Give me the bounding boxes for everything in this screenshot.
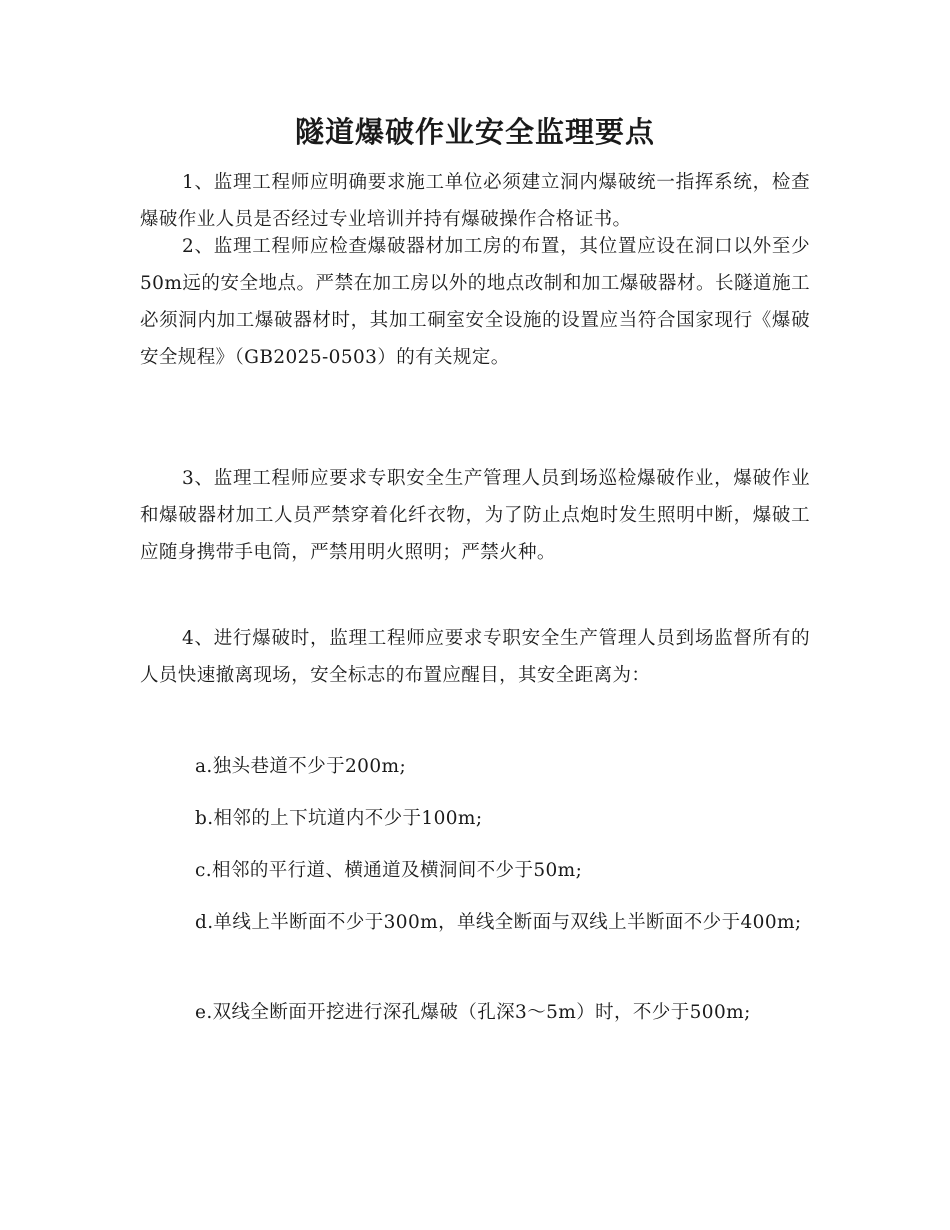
document-title: 隧道爆破作业安全监理要点 [294, 115, 655, 149]
distance-item-e: e.双线全断面开挖进行深孔爆破（孔深3～5m）时，不少于500m; [195, 1002, 751, 1023]
paragraph-1: 1、监理工程师应明确要求施工单位必须建立洞内爆破统一指挥系统，检查爆破作业人员是否经过专业培训并持有爆破操作合格证书。 [140, 172, 810, 230]
distance-item-d: d.单线上半断面不少于300m，单线全断面与双线上半断面不少于400m; [195, 912, 802, 933]
paragraph-2: 2、监理工程师应检查爆破器材加工房的布置，其位置应设在洞口以外至少50m远的安全地点。严禁在加工房以外的地点改制和加工爆破器材。长隧道施工必须洞内加工爆破器材时，其加工硐室安全设施的设置应当符合国家现行《爆破安全规程》（GB2025-0503）的有关规定。 [140, 236, 810, 368]
paragraph-4: 4、进行爆破时，监理工程师应要求专职安全生产管理人员到场监督所有的人员快速撤离现场，安全标志的布置应醒目，其安全距离为： [140, 628, 810, 686]
distance-item-b: b.相邻的上下坑道内不少于100m; [195, 808, 483, 829]
distance-item-a: a.独头巷道不少于200m; [195, 756, 407, 777]
paragraph-3: 3、监理工程师应要求专职安全生产管理人员到场巡检爆破作业，爆破作业和爆破器材加工人员严禁穿着化纤衣物，为了防止点炮时发生照明中断，爆破工应随身携带手电筒，严禁用明火照明；严禁火种。 [140, 468, 810, 563]
distance-item-c: c.相邻的平行道、横通道及横洞间不少于50m; [195, 860, 583, 881]
